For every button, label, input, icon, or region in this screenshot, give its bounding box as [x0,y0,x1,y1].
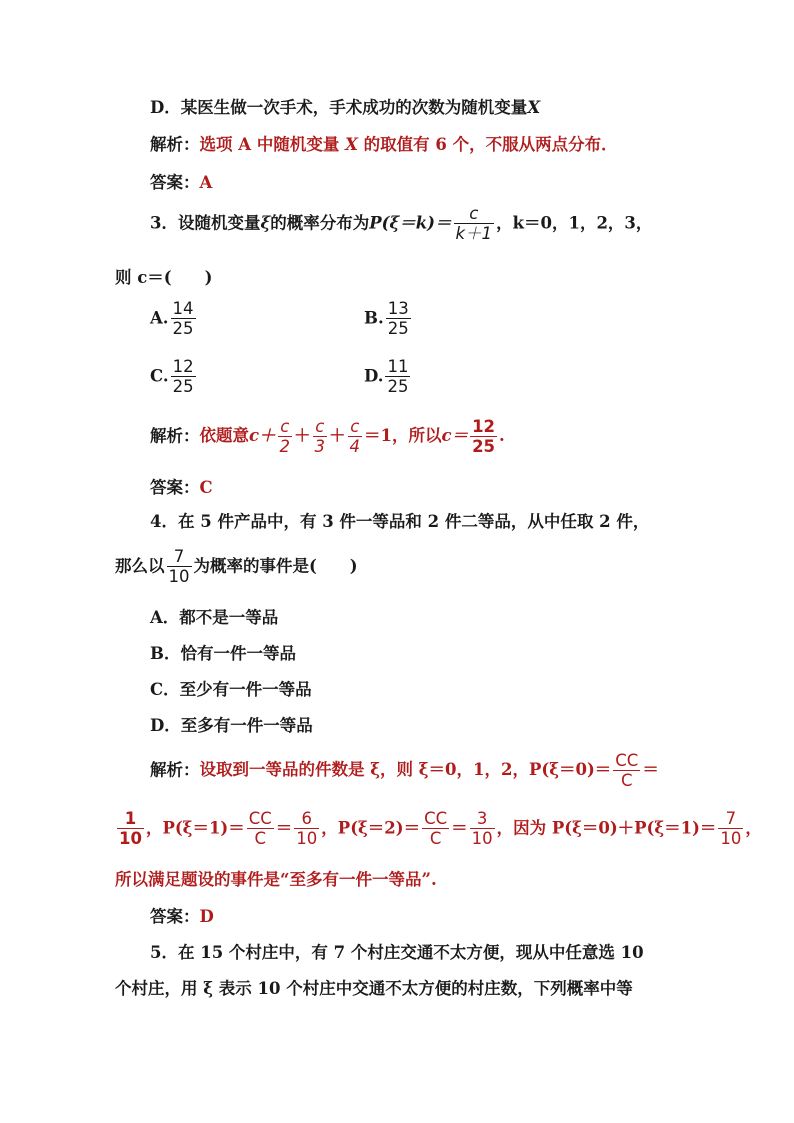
q3-analysis: 解析：依题意c＋ $\frac{c}{2}$ ＋ $\frac{c}{3}$ ＋ $\frac{c}{4}$ ＝1，所以c＝ $\frac{12}{25}$ . [150,417,505,457]
q4-option-d: D．至多有一件一等品 [150,716,313,735]
q2-option-d: D．某医生做一次手术，手术成功的次数为随机变量X [150,98,541,117]
q3-option-c: C. $\frac{12}{25}$ [150,357,194,397]
q3-stem-line2: 则 c＝( ) [115,268,213,287]
q4-option-c: C．至少有一件一等品 [150,680,312,699]
answer-label: 答案： [150,478,200,497]
q2-answer: 答案：A [150,173,213,192]
q3-option-d: D. $\frac{11}{25}$ [364,357,409,397]
q3-stem-fraction: $\frac{c}{k+1}$ [455,204,493,244]
analysis-label: 解析： [150,426,200,446]
analysis-label: 解析： [150,760,200,780]
q4-stem: 4．在 5 件产品中，有 3 件一等品和 2 件二等品，从中任取 2 件， [150,512,650,531]
q4-analysis-line2: $\frac{1}{10}$ ，P(ξ＝1)＝ $\frac{CC}{C}$ ＝ $\frac{6}{10}$ ，P(ξ＝2)＝ $\frac{CC}{C}$ ＝ $\frac{3}{10}$ ，因为 P(ξ＝0)＋P(ξ＝1)＝ $\frac{7}{10}$ ， [119,809,762,849]
q4-analysis-line1: 解析：设取到一等品的件数是 ξ，则 ξ＝0，1，2，P(ξ＝0)＝ $\frac{CC}{C}$ ＝ [150,751,659,791]
q4-option-b: B．恰有一件一等品 [150,644,296,663]
q2-analysis: 解析：选项 A 中随机变量 X 的取值有 6 个，不服从两点分布． [150,135,618,154]
q5-stem: 5．在 15 个村庄中，有 7 个村庄交通不太方便，现从中任意选 10 [150,943,644,962]
q4-answer: 答案：D [150,907,214,926]
answer-label: 答案： [150,907,200,926]
q3-option-b: B. $\frac{13}{25}$ [364,299,409,339]
q3-stem: 3．设随机变量ξ的概率分布为P(ξ＝k)＝ $\frac{c}{k+1}$ ，k＝0，1，2，3， [150,204,653,244]
q3-answer: 答案：C [150,478,213,497]
q4-analysis-line3: 所以满足题设的事件是“至多有一件一等品”. [115,870,437,889]
q5-stem-line2: 个村庄，用 ξ 表示 10 个村庄中交通不太方便的村庄数，下列概率中等 [115,979,633,998]
q4-stem-line2: 那么以 $\frac{7}{10}$ 为概率的事件是( ) [115,547,358,587]
q3-option-a: A. $\frac{14}{25}$ [150,299,194,339]
q4-option-a: A．都不是一等品 [150,608,279,627]
answer-label: 答案： [150,173,200,192]
analysis-label: 解析： [150,135,200,154]
